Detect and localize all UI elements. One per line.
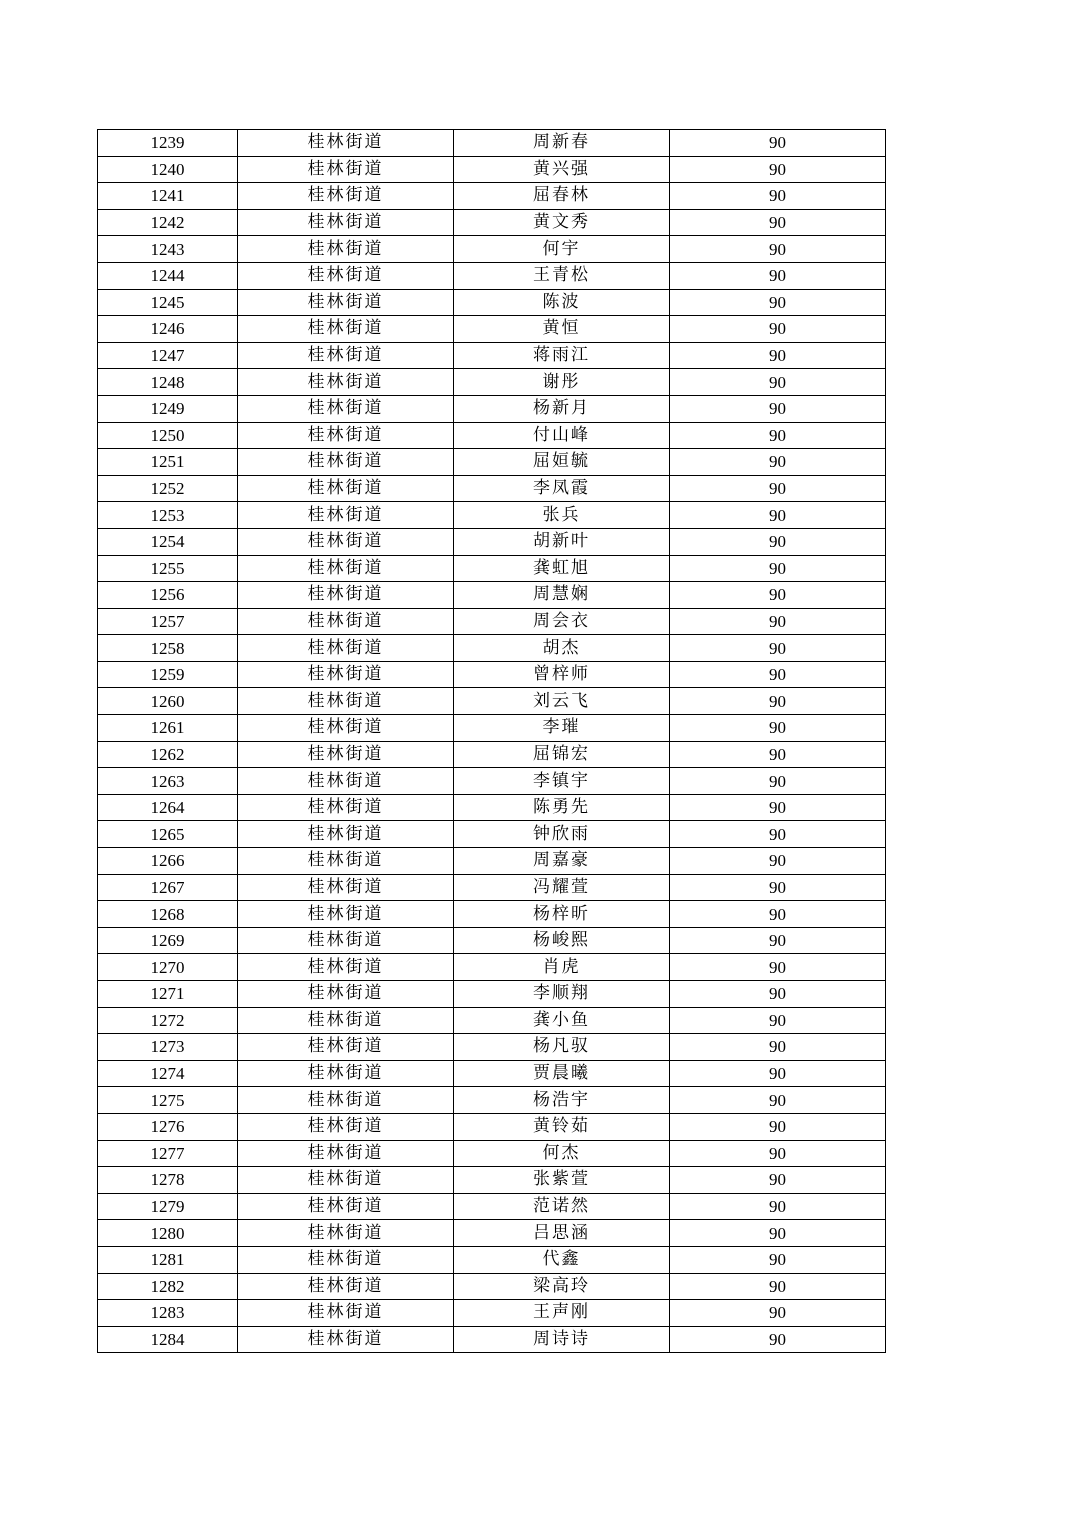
row-number-cell: 1276 xyxy=(98,1113,238,1140)
name-cell: 张紫萱 xyxy=(454,1167,670,1194)
area-cell: 桂林街道 xyxy=(238,1060,454,1087)
area-cell: 桂林街道 xyxy=(238,901,454,928)
area-cell: 桂林街道 xyxy=(238,741,454,768)
row-number-cell: 1267 xyxy=(98,874,238,901)
row-number-cell: 1240 xyxy=(98,156,238,183)
score-cell: 90 xyxy=(670,874,886,901)
score-cell: 90 xyxy=(670,555,886,582)
row-number-cell: 1278 xyxy=(98,1167,238,1194)
row-number-cell: 1280 xyxy=(98,1220,238,1247)
table-row xyxy=(98,635,886,662)
name-cell: 李镇宇 xyxy=(454,768,670,795)
row-number-cell: 1255 xyxy=(98,555,238,582)
area-cell: 桂林街道 xyxy=(238,768,454,795)
row-number-cell: 1282 xyxy=(98,1273,238,1300)
name-cell: 肖虎 xyxy=(454,954,670,981)
name-cell: 周新春 xyxy=(454,130,670,157)
row-number-cell: 1265 xyxy=(98,821,238,848)
area-cell: 桂林街道 xyxy=(238,608,454,635)
name-cell: 谢彤 xyxy=(454,369,670,396)
score-cell: 90 xyxy=(670,1060,886,1087)
name-cell: 胡杰 xyxy=(454,635,670,662)
row-number-cell: 1270 xyxy=(98,954,238,981)
table-row xyxy=(98,316,886,343)
table-row xyxy=(98,555,886,582)
row-number-cell: 1271 xyxy=(98,981,238,1008)
row-number-cell: 1250 xyxy=(98,422,238,449)
row-number-cell: 1277 xyxy=(98,1140,238,1167)
row-number-cell: 1251 xyxy=(98,449,238,476)
row-number-cell: 1263 xyxy=(98,768,238,795)
area-cell: 桂林街道 xyxy=(238,1326,454,1353)
name-cell: 黄铃茹 xyxy=(454,1113,670,1140)
table-row xyxy=(98,741,886,768)
table-row xyxy=(98,981,886,1008)
score-cell: 90 xyxy=(670,395,886,422)
row-number-cell: 1258 xyxy=(98,635,238,662)
name-cell: 冯耀萱 xyxy=(454,874,670,901)
area-cell: 桂林街道 xyxy=(238,927,454,954)
score-cell: 90 xyxy=(670,262,886,289)
area-cell: 桂林街道 xyxy=(238,582,454,609)
area-cell: 桂林街道 xyxy=(238,130,454,157)
table-row xyxy=(98,156,886,183)
name-cell: 李凤霞 xyxy=(454,475,670,502)
area-cell: 桂林街道 xyxy=(238,1140,454,1167)
table-row xyxy=(98,768,886,795)
area-cell: 桂林街道 xyxy=(238,954,454,981)
row-number-cell: 1241 xyxy=(98,183,238,210)
row-number-cell: 1243 xyxy=(98,236,238,263)
score-cell: 90 xyxy=(670,1220,886,1247)
area-cell: 桂林街道 xyxy=(238,502,454,529)
name-cell: 杨凡驭 xyxy=(454,1034,670,1061)
area-cell: 桂林街道 xyxy=(238,422,454,449)
score-cell: 90 xyxy=(670,236,886,263)
name-cell: 屈锦宏 xyxy=(454,741,670,768)
score-cell: 90 xyxy=(670,1087,886,1114)
table-row xyxy=(98,874,886,901)
row-number-cell: 1281 xyxy=(98,1246,238,1273)
table-row xyxy=(98,794,886,821)
table-row xyxy=(98,262,886,289)
score-cell: 90 xyxy=(670,502,886,529)
row-number-cell: 1261 xyxy=(98,715,238,742)
name-cell: 龚小鱼 xyxy=(454,1007,670,1034)
area-cell: 桂林街道 xyxy=(238,1007,454,1034)
name-cell: 吕思涵 xyxy=(454,1220,670,1247)
area-cell: 桂林街道 xyxy=(238,528,454,555)
table-row xyxy=(98,209,886,236)
score-cell: 90 xyxy=(670,715,886,742)
row-number-cell: 1252 xyxy=(98,475,238,502)
name-cell: 梁高玲 xyxy=(454,1273,670,1300)
score-cell: 90 xyxy=(670,1246,886,1273)
name-cell: 黄文秀 xyxy=(454,209,670,236)
score-cell: 90 xyxy=(670,156,886,183)
row-number-cell: 1249 xyxy=(98,395,238,422)
score-cell: 90 xyxy=(670,130,886,157)
name-cell: 范诺然 xyxy=(454,1193,670,1220)
name-cell: 王声刚 xyxy=(454,1300,670,1327)
score-cell: 90 xyxy=(670,927,886,954)
table-row xyxy=(98,1167,886,1194)
table-row xyxy=(98,1140,886,1167)
score-cell: 90 xyxy=(670,289,886,316)
area-cell: 桂林街道 xyxy=(238,183,454,210)
table-row xyxy=(98,715,886,742)
score-cell: 90 xyxy=(670,528,886,555)
score-cell: 90 xyxy=(670,1300,886,1327)
score-cell: 90 xyxy=(670,209,886,236)
table-row xyxy=(98,582,886,609)
area-cell: 桂林街道 xyxy=(238,236,454,263)
area-cell: 桂林街道 xyxy=(238,635,454,662)
score-cell: 90 xyxy=(670,741,886,768)
row-number-cell: 1269 xyxy=(98,927,238,954)
table-row xyxy=(98,236,886,263)
table-row xyxy=(98,901,886,928)
table-row xyxy=(98,1060,886,1087)
table-row xyxy=(98,1087,886,1114)
area-cell: 桂林街道 xyxy=(238,1246,454,1273)
area-cell: 桂林街道 xyxy=(238,848,454,875)
name-cell: 黄兴强 xyxy=(454,156,670,183)
area-cell: 桂林街道 xyxy=(238,1087,454,1114)
area-cell: 桂林街道 xyxy=(238,715,454,742)
score-cell: 90 xyxy=(670,981,886,1008)
name-cell: 代鑫 xyxy=(454,1246,670,1273)
score-cell: 90 xyxy=(670,582,886,609)
row-number-cell: 1273 xyxy=(98,1034,238,1061)
table-row xyxy=(98,289,886,316)
area-cell: 桂林街道 xyxy=(238,555,454,582)
row-number-cell: 1275 xyxy=(98,1087,238,1114)
area-cell: 桂林街道 xyxy=(238,369,454,396)
score-cell: 90 xyxy=(670,475,886,502)
table-row xyxy=(98,1193,886,1220)
area-cell: 桂林街道 xyxy=(238,316,454,343)
area-cell: 桂林街道 xyxy=(238,262,454,289)
name-cell: 钟欣雨 xyxy=(454,821,670,848)
name-cell: 周诗诗 xyxy=(454,1326,670,1353)
name-cell: 杨浩宇 xyxy=(454,1087,670,1114)
area-cell: 桂林街道 xyxy=(238,1034,454,1061)
score-cell: 90 xyxy=(670,794,886,821)
name-cell: 何宇 xyxy=(454,236,670,263)
name-cell: 张兵 xyxy=(454,502,670,529)
score-cell: 90 xyxy=(670,369,886,396)
row-number-cell: 1256 xyxy=(98,582,238,609)
name-cell: 刘云飞 xyxy=(454,688,670,715)
table-row xyxy=(98,848,886,875)
table-row xyxy=(98,1326,886,1353)
roster-table xyxy=(97,129,886,1353)
row-number-cell: 1244 xyxy=(98,262,238,289)
score-cell: 90 xyxy=(670,1273,886,1300)
area-cell: 桂林街道 xyxy=(238,1113,454,1140)
row-number-cell: 1284 xyxy=(98,1326,238,1353)
area-cell: 桂林街道 xyxy=(238,449,454,476)
table-row xyxy=(98,661,886,688)
score-cell: 90 xyxy=(670,1193,886,1220)
name-cell: 陈波 xyxy=(454,289,670,316)
area-cell: 桂林街道 xyxy=(238,661,454,688)
row-number-cell: 1253 xyxy=(98,502,238,529)
score-cell: 90 xyxy=(670,1326,886,1353)
table-row xyxy=(98,369,886,396)
row-number-cell: 1264 xyxy=(98,794,238,821)
name-cell: 屈春林 xyxy=(454,183,670,210)
table-row xyxy=(98,1300,886,1327)
table-row xyxy=(98,130,886,157)
area-cell: 桂林街道 xyxy=(238,1167,454,1194)
score-cell: 90 xyxy=(670,635,886,662)
area-cell: 桂林街道 xyxy=(238,1193,454,1220)
table-row xyxy=(98,821,886,848)
row-number-cell: 1283 xyxy=(98,1300,238,1327)
table-row xyxy=(98,395,886,422)
name-cell: 李顺翔 xyxy=(454,981,670,1008)
score-cell: 90 xyxy=(670,342,886,369)
table-row xyxy=(98,475,886,502)
name-cell: 贾晨曦 xyxy=(454,1060,670,1087)
area-cell: 桂林街道 xyxy=(238,395,454,422)
table-row xyxy=(98,1007,886,1034)
row-number-cell: 1242 xyxy=(98,209,238,236)
area-cell: 桂林街道 xyxy=(238,289,454,316)
score-cell: 90 xyxy=(670,1007,886,1034)
roster-table-body xyxy=(98,130,886,1353)
row-number-cell: 1245 xyxy=(98,289,238,316)
score-cell: 90 xyxy=(670,1034,886,1061)
table-row xyxy=(98,1034,886,1061)
row-number-cell: 1247 xyxy=(98,342,238,369)
score-cell: 90 xyxy=(670,821,886,848)
table-row xyxy=(98,927,886,954)
row-number-cell: 1279 xyxy=(98,1193,238,1220)
name-cell: 杨新月 xyxy=(454,395,670,422)
row-number-cell: 1268 xyxy=(98,901,238,928)
table-row xyxy=(98,608,886,635)
row-number-cell: 1272 xyxy=(98,1007,238,1034)
name-cell: 陈勇先 xyxy=(454,794,670,821)
score-cell: 90 xyxy=(670,183,886,210)
score-cell: 90 xyxy=(670,449,886,476)
area-cell: 桂林街道 xyxy=(238,1300,454,1327)
row-number-cell: 1259 xyxy=(98,661,238,688)
area-cell: 桂林街道 xyxy=(238,1273,454,1300)
score-cell: 90 xyxy=(670,661,886,688)
area-cell: 桂林街道 xyxy=(238,794,454,821)
name-cell: 杨梓昕 xyxy=(454,901,670,928)
name-cell: 王青松 xyxy=(454,262,670,289)
row-number-cell: 1262 xyxy=(98,741,238,768)
row-number-cell: 1257 xyxy=(98,608,238,635)
name-cell: 曾梓师 xyxy=(454,661,670,688)
score-cell: 90 xyxy=(670,1113,886,1140)
score-cell: 90 xyxy=(670,688,886,715)
name-cell: 付山峰 xyxy=(454,422,670,449)
row-number-cell: 1248 xyxy=(98,369,238,396)
row-number-cell: 1274 xyxy=(98,1060,238,1087)
name-cell: 何杰 xyxy=(454,1140,670,1167)
score-cell: 90 xyxy=(670,1140,886,1167)
name-cell: 黄恒 xyxy=(454,316,670,343)
score-cell: 90 xyxy=(670,954,886,981)
table-row xyxy=(98,1273,886,1300)
name-cell: 李璀 xyxy=(454,715,670,742)
row-number-cell: 1260 xyxy=(98,688,238,715)
area-cell: 桂林街道 xyxy=(238,156,454,183)
score-cell: 90 xyxy=(670,1167,886,1194)
table-row xyxy=(98,342,886,369)
score-cell: 90 xyxy=(670,422,886,449)
name-cell: 周慧娴 xyxy=(454,582,670,609)
area-cell: 桂林街道 xyxy=(238,1220,454,1247)
name-cell: 屈姮毓 xyxy=(454,449,670,476)
name-cell: 龚虹旭 xyxy=(454,555,670,582)
name-cell: 蒋雨江 xyxy=(454,342,670,369)
table-row xyxy=(98,1113,886,1140)
table-row xyxy=(98,1246,886,1273)
score-cell: 90 xyxy=(670,848,886,875)
area-cell: 桂林街道 xyxy=(238,821,454,848)
score-cell: 90 xyxy=(670,901,886,928)
score-cell: 90 xyxy=(670,608,886,635)
row-number-cell: 1239 xyxy=(98,130,238,157)
name-cell: 周嘉豪 xyxy=(454,848,670,875)
row-number-cell: 1246 xyxy=(98,316,238,343)
area-cell: 桂林街道 xyxy=(238,874,454,901)
score-cell: 90 xyxy=(670,768,886,795)
table-row xyxy=(98,183,886,210)
table-row xyxy=(98,954,886,981)
table-row xyxy=(98,688,886,715)
name-cell: 杨峻熙 xyxy=(454,927,670,954)
table-row xyxy=(98,1220,886,1247)
area-cell: 桂林街道 xyxy=(238,981,454,1008)
table-row xyxy=(98,502,886,529)
row-number-cell: 1266 xyxy=(98,848,238,875)
area-cell: 桂林街道 xyxy=(238,209,454,236)
table-row xyxy=(98,449,886,476)
row-number-cell: 1254 xyxy=(98,528,238,555)
name-cell: 胡新叶 xyxy=(454,528,670,555)
area-cell: 桂林街道 xyxy=(238,688,454,715)
table-row xyxy=(98,528,886,555)
area-cell: 桂林街道 xyxy=(238,475,454,502)
table-row xyxy=(98,422,886,449)
name-cell: 周会衣 xyxy=(454,608,670,635)
area-cell: 桂林街道 xyxy=(238,342,454,369)
score-cell: 90 xyxy=(670,316,886,343)
